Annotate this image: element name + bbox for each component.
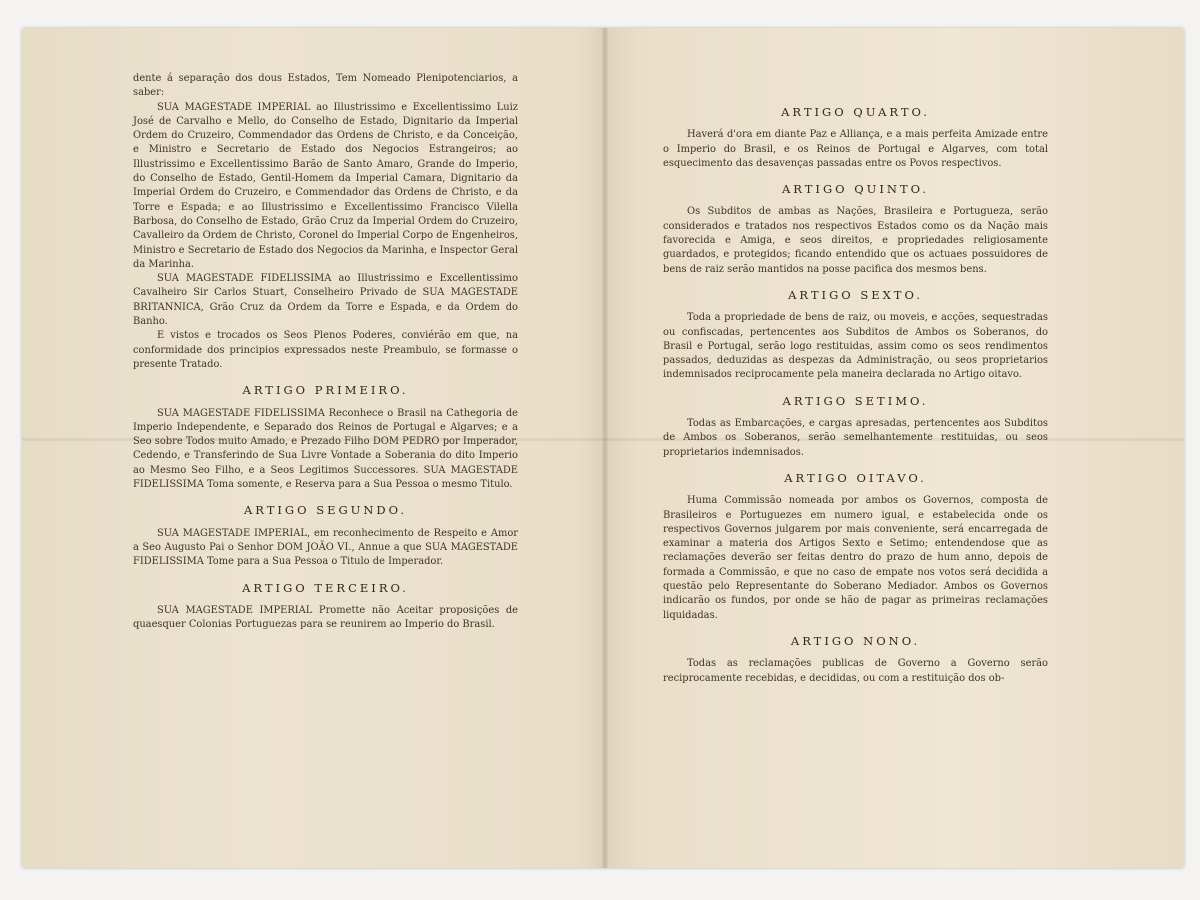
- left-page: [133, 72, 518, 632]
- artigo-primeiro-text: SUA MAGESTADE FIDELISSIMA Reconhece o Brasil na Cathegoria de Imperio Independente, e Separado dos Reinos de Portugal e Algarves; e a Seo sobre Todos muito Amado, e Prezado Filho DOM PEDRO por Imperador, Cedendo, e Transferindo de Sua Livre Vontade a Soberania do dito Imperio ao Mesmo Seo Filho, e a Seos Legitimos Successores. SUA MAGESTADE FIDELISSIMA Toma somente, e Reserva para a Sua Pessoa o mesmo Titulo.: [133, 407, 518, 491]
- right-page: [663, 72, 1048, 686]
- artigo-quinto-text: Os Subditos de ambas as Nações, Brasileira e Portugueza, serão considerados e tratados nos respectivos Estados como os da Nação mais favorecida e Amiga, e seos direitos, e propriedades religiosamente guardados, e protegidos; ficando entendido que os actuaes possuidores de bens de raiz serão mantidos na posse pacifica dos mesmos bens.: [663, 206, 1048, 275]
- artigo-sexto-text: Toda a propriedade de bens de raiz, ou moveis, e acções, sequestradas ou confiscadas, pertencentes aos Subditos de Ambos os Soberanos, do Brasil e Portugal, serão logo restituidas, assim como os seos rendimentos passados, deduzidas as despezas da Administração, ou seos proprietarios indemnisados reciprocamente pela maneira declarada no Artigo oitavo.: [663, 312, 1048, 381]
- intro-paragraph-1: dente á separação dos dous Estados, Tem Nomeado Plenipotenciarios, a saber:: [133, 73, 518, 99]
- artigo-terceiro-heading: ARTIGO TERCEIRO.: [242, 580, 409, 595]
- artigo-primeiro-heading: ARTIGO PRIMEIRO.: [242, 383, 409, 398]
- center-fold: [602, 28, 608, 868]
- artigo-segundo-text: SUA MAGESTADE IMPERIAL, em reconhecimento de Respeito e Amor a Seo Augusto Pai o Senhor DOM JOÃO VI., Annue a que SUA MAGESTADE FIDELISSIMA Tome para a Sua Pessoa o Titulo de Imperador.: [133, 527, 518, 568]
- artigo-quinto-heading: ARTIGO QUINTO.: [781, 182, 930, 197]
- artigo-oitavo-text: Huma Commissão nomeada por ambos os Governos, composta de Brasileiros e Portuguezes em numero igual, e estabelecida onde os respectivos Governos julgarem por mais conveniente, será encarregada de examinar a materia dos Artigos Sexto e Setimo; entendendose que as reclamações deverão ser feitas dentro do prazo de hum anno, depois de formada a Commissão, e que no caso de empate nos votos será decidida a questão pelo Representante do Soberano Mediador. Ambos os Governos indicarão os fundos, por onde se hão de pagar as primeiras reclamações liquidadas.: [663, 495, 1048, 621]
- artigo-nono-text: Todas as reclamações publicas de Governo a Governo serão reciprocamente recebidas, e decididas, ou com a restituição dos ob-: [663, 658, 1048, 684]
- artigo-quarto-text: Haverá d'ora em diante Paz e Alliança, e a mais perfeita Amizade entre o Imperio do Brasil, e os Reinos de Portugal e Algarves, com total esquecimento das desavenças passadas entre os Povos respectivos.: [663, 129, 1048, 169]
- intro-paragraph-2: SUA MAGESTADE IMPERIAL ao Illustrissimo e Excellentissimo Luiz José de Carvalho e Mello, do Conselho de Estado, Dignitario da Imperial Ordem do Cruzeiro, Commendador das Ordens de Christo, e da Conceição, e Ministro e Secretario de Estado dos Negocios Estrangeiros; ao Illustrissimo e Excellentissimo Barão de Santo Amaro, Grande do Imperio, do Conselho de Estado, Gentil-Homem da Imperial Camara, Dignitario da Imperial Ordem do Cruzeiro, e Commendador das Ordens de Christo, e da Torre e Espada; e ao Illustrissimo e Excellentissimo Francisco Vilella Barbosa, do Conselho de Estado, Grão Cruz da Imperial Ordem do Cruzeiro, Cavalleiro da Ordem de Christo, Coronel do Imperial Corpo de Engenheiros, Ministro e Secretario de Estado dos Negocios da Marinha, e Inspector Geral da Marinha.: [133, 101, 518, 270]
- artigo-oitavo-heading: ARTIGO OITAVO.: [784, 470, 927, 485]
- intro-paragraph-4: E vistos e trocados os Seos Plenos Poderes, conviérão em que, na conformidade dos principios expressados neste Preambulo, se formasse o presente Tratado.: [133, 330, 518, 370]
- artigo-terceiro-text: SUA MAGESTADE IMPERIAL Promette não Aceitar proposições de quaesquer Colonias Portuguezas para se reunirem ao Imperio do Brasil.: [133, 604, 518, 631]
- artigo-sexto-heading: ARTIGO SEXTO.: [788, 287, 923, 302]
- intro-paragraph-3: SUA MAGESTADE FIDELISSIMA ao Illustrissimo e Excellentissimo Cavalheiro Sir Carlos Stuart, Conselheiro Privado de SUA MAGESTADE BRITANNICA, Grão Cruz da Ordem da Torre e Espada, e da Ordem do Banho.: [133, 273, 518, 328]
- artigo-segundo-heading: ARTIGO SEGUNDO.: [243, 503, 408, 518]
- artigo-setimo-text: Todas as Embarcações, e cargas apresadas, pertencentes aos Subditos de Ambos os Soberanos, serão semelhantemente restituidas, ou seos proprietarios indemnisados.: [663, 418, 1048, 458]
- artigo-setimo-heading: ARTIGO SETIMO.: [782, 393, 929, 408]
- artigo-quarto-heading: ARTIGO QUARTO.: [781, 105, 930, 119]
- artigo-nono-heading: ARTIGO NONO.: [790, 633, 921, 648]
